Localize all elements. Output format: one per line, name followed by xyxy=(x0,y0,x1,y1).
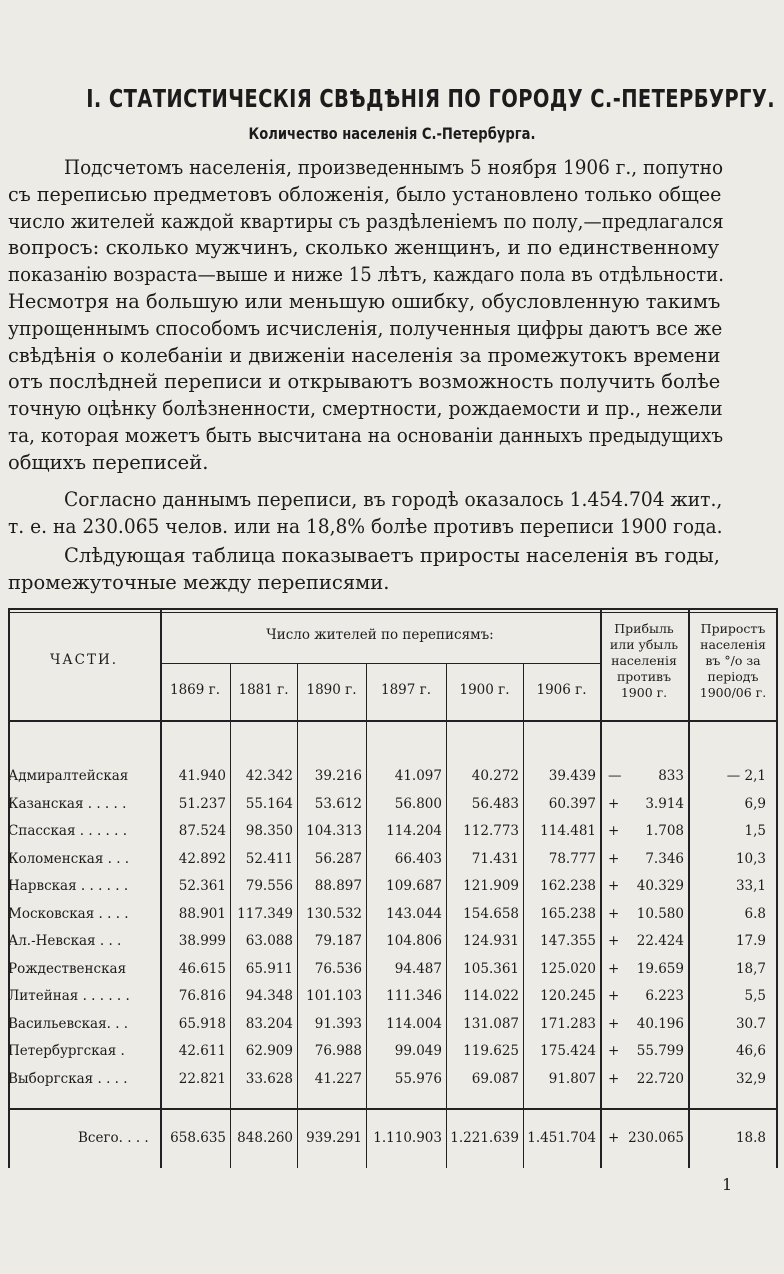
growth-value: 5,5 xyxy=(744,988,766,1004)
growth-value: 6,9 xyxy=(744,795,766,812)
row-value: 1.110.903 xyxy=(373,1130,442,1146)
year-header: 1906 г. xyxy=(536,682,587,698)
gain-sign: + xyxy=(608,988,620,1004)
gain-sign: + xyxy=(608,960,620,977)
row-value: 79.187 xyxy=(314,933,362,949)
growth-value: 32,9 xyxy=(735,1070,766,1087)
row-value: 38.999 xyxy=(178,933,226,949)
gain-value: 833 xyxy=(658,768,684,784)
growth-value: 30.7 xyxy=(735,1015,766,1032)
gain-value: 40.329 xyxy=(636,878,684,894)
row-part-name: Коломенская . . . xyxy=(8,850,130,867)
growth-value: 46,6 xyxy=(735,1043,766,1059)
year-header: 1890 г. xyxy=(306,682,357,698)
row-value: 88.901 xyxy=(178,905,226,922)
year-header: 1900 г. xyxy=(459,682,510,698)
growth-header-line: населенія xyxy=(700,637,766,652)
paragraph-1 xyxy=(8,155,776,477)
gain-sign: + xyxy=(608,1015,620,1032)
row-value: 39.216 xyxy=(314,768,362,784)
row-value: 76.988 xyxy=(314,1043,362,1059)
row-value: 848.260 xyxy=(237,1130,293,1146)
paragraph-1-text xyxy=(8,155,776,477)
table-top-rule-thin xyxy=(8,612,778,613)
gain-value: 40.196 xyxy=(636,1015,684,1032)
growth-value: 18,7 xyxy=(735,960,766,977)
text-line: Согласно даннымъ переписи, въ городѣ оказалось 1.454.704 жит., xyxy=(64,488,723,511)
row-value: 62.909 xyxy=(245,1043,293,1059)
growth-value: 1,5 xyxy=(744,823,766,839)
row-value: 162.238 xyxy=(540,878,596,894)
text-line: та, которая можетъ быть высчитана на основаніи данныхъ предыдущихъ xyxy=(8,423,724,447)
row-value: 63.088 xyxy=(245,933,293,949)
gain-value: 55.799 xyxy=(636,1043,684,1059)
row-part-name: Адмиралтейская xyxy=(8,768,129,784)
section-subheading: Количество населенія С.-Петербурга. xyxy=(248,124,536,143)
row-value: 66.403 xyxy=(394,850,442,867)
gain-value: 7.346 xyxy=(645,850,684,867)
row-part-name: Васильевская. . . xyxy=(8,1015,129,1032)
row-value: 40.272 xyxy=(471,768,519,784)
population-table xyxy=(8,608,778,1168)
row-part-name: Петербургская . xyxy=(8,1043,125,1059)
text-line: свѣдѣнія о колебаніи и движеніи населенія за промежутокъ времени xyxy=(8,343,721,367)
row-part-name: Московская . . . . xyxy=(8,905,129,922)
row-value: 69.087 xyxy=(471,1070,519,1087)
row-value: 91.393 xyxy=(314,1015,362,1032)
row-value: 175.424 xyxy=(540,1043,596,1059)
gain-header-line: противъ xyxy=(616,669,672,684)
row-value: 51.237 xyxy=(178,795,226,812)
row-part-name: Выборгская . . . . xyxy=(8,1070,128,1087)
row-value: 94.487 xyxy=(394,960,442,977)
text-line: вопросъ: сколько мужчинъ, сколько женщинъ, и по единственному xyxy=(8,236,720,260)
table-total-rule xyxy=(8,1108,778,1110)
gain-sign: + xyxy=(608,905,620,922)
table-top-rule xyxy=(8,608,778,610)
text-line: Несмотря на большую или меньшую ошибку, обусловленную такимъ xyxy=(8,289,721,313)
row-part-name: Нарвская . . . . . . xyxy=(8,878,129,894)
row-value: 939.291 xyxy=(306,1130,362,1146)
paragraph-2-text xyxy=(8,487,776,541)
gain-value: 3.914 xyxy=(645,795,684,812)
text-line: съ переписью предметовъ обложенія, было установлено только общее xyxy=(8,182,722,206)
row-value: 94.348 xyxy=(245,988,293,1004)
growth-header-line: Приростъ xyxy=(700,621,766,636)
paragraph-3-text xyxy=(8,543,776,597)
row-value: 33.628 xyxy=(245,1070,293,1087)
row-value: 125.020 xyxy=(540,960,596,977)
gain-sign: + xyxy=(608,850,620,867)
row-value: 39.439 xyxy=(548,768,596,784)
row-value: 52.411 xyxy=(245,850,293,867)
row-value: 658.635 xyxy=(170,1130,226,1146)
growth-value: 10,3 xyxy=(735,850,766,867)
gain-sign: + xyxy=(608,1070,620,1087)
row-value: 105.361 xyxy=(463,960,519,977)
row-value: 114.022 xyxy=(463,988,519,1004)
row-value: 42.611 xyxy=(178,1043,226,1059)
row-value: 22.821 xyxy=(178,1070,226,1087)
growth-value: 33,1 xyxy=(735,878,766,894)
row-value: 79.556 xyxy=(245,878,293,894)
gain-value: 1.708 xyxy=(645,823,684,839)
row-value: 112.773 xyxy=(463,823,519,839)
text-line: промежуточные между переписями. xyxy=(8,570,390,594)
census-header: Число жителей по переписямъ: xyxy=(266,627,494,643)
row-value: 65.911 xyxy=(245,960,293,977)
census-subheader-rule xyxy=(160,663,600,664)
row-part-name: Ал.-Невская . . . xyxy=(8,933,122,949)
year-header: 1881 г. xyxy=(238,682,289,698)
gain-value: 6.223 xyxy=(645,988,684,1004)
row-value: 143.044 xyxy=(386,905,442,922)
row-value: 56.287 xyxy=(314,850,362,867)
gain-sign: + xyxy=(608,1043,620,1059)
gain-value: 22.424 xyxy=(636,933,684,949)
row-value: 121.909 xyxy=(463,878,519,894)
row-value: 124.931 xyxy=(463,933,519,949)
row-value: 56.800 xyxy=(394,795,442,812)
row-value: 147.355 xyxy=(540,933,596,949)
table-header-rule xyxy=(8,720,778,722)
gain-header-line: 1900 г. xyxy=(620,685,668,700)
row-value: 76.536 xyxy=(314,960,362,977)
text-line: число жителей каждой квартиры съ раздѣленіемъ по полу,—предлагался xyxy=(8,209,724,233)
growth-value: 18.8 xyxy=(735,1130,766,1146)
row-value: 87.524 xyxy=(178,823,226,839)
growth-header-line: 1900/06 г. xyxy=(699,685,767,700)
text-line: показанію возраста—выше и ниже 15 лѣтъ, каждаго пола въ отдѣльности. xyxy=(8,263,724,287)
gain-sign: + xyxy=(608,878,620,894)
gain-header-line: населенія xyxy=(611,653,677,668)
row-value: 101.103 xyxy=(306,988,362,1004)
row-value: 165.238 xyxy=(540,905,596,922)
row-part-name: Литейная . . . . . . xyxy=(8,988,130,1004)
row-part-name: Всего. . . . xyxy=(78,1130,149,1146)
growth-header-line: періодъ xyxy=(707,669,759,684)
gain-header-line: или убыль xyxy=(609,637,679,652)
paragraph-2 xyxy=(8,487,776,541)
parts-header: ЧАСТИ. xyxy=(49,652,119,668)
row-value: 46.615 xyxy=(178,960,226,977)
growth-value: 6.8 xyxy=(744,905,766,922)
row-value: 83.204 xyxy=(245,1015,293,1032)
text-line: упрощеннымъ способомъ исчисленія, полученныя цифры даютъ все же xyxy=(8,316,723,340)
row-value: 65.918 xyxy=(178,1015,226,1032)
paragraph-3 xyxy=(8,543,776,597)
row-value: 98.350 xyxy=(245,823,293,839)
year-header: 1869 г. xyxy=(169,682,220,698)
row-value: 41.097 xyxy=(394,768,442,784)
row-part-name: Рождественская xyxy=(8,960,127,977)
row-value: 1.221.639 xyxy=(450,1130,519,1146)
row-value: 55.164 xyxy=(245,795,293,812)
row-value: 41.227 xyxy=(314,1070,362,1087)
row-value: 56.483 xyxy=(471,795,519,812)
row-value: 55.976 xyxy=(394,1070,442,1087)
text-line: Слѣдующая таблица показываетъ приросты населенія въ годы, xyxy=(64,544,721,567)
row-value: 76.816 xyxy=(178,988,226,1004)
row-value: 109.687 xyxy=(386,878,442,894)
row-value: 53.612 xyxy=(314,795,362,812)
row-value: 42.892 xyxy=(178,850,226,867)
row-value: 41.940 xyxy=(178,768,226,784)
page-number: 1 xyxy=(722,1175,733,1194)
row-value: 1.451.704 xyxy=(527,1130,596,1146)
row-value: 111.346 xyxy=(386,988,442,1004)
text-line: общихъ переписей. xyxy=(8,450,209,474)
row-value: 131.087 xyxy=(463,1015,519,1032)
gain-sign: + xyxy=(608,823,620,839)
row-value: 120.245 xyxy=(540,988,596,1004)
text-line: т. е. на 230.065 челов. или на 18,8% болѣе противъ переписи 1900 года. xyxy=(8,514,723,538)
text-line: Подсчетомъ населенія, произведеннымъ 5 ноября 1906 г., попутно xyxy=(64,156,724,179)
gain-value: 22.720 xyxy=(636,1070,684,1087)
gain-value: 230.065 xyxy=(628,1130,684,1146)
row-part-name: Казанская . . . . . xyxy=(8,795,127,812)
row-value: 114.004 xyxy=(386,1015,442,1032)
growth-header-line: въ °/о за xyxy=(705,653,761,668)
row-value: 114.481 xyxy=(540,823,596,839)
gain-sign: + xyxy=(608,933,620,949)
gain-value: 10.580 xyxy=(636,905,684,922)
row-value: 71.431 xyxy=(471,850,519,867)
row-value: 104.806 xyxy=(386,933,442,949)
row-value: 171.283 xyxy=(540,1015,596,1032)
row-value: 119.625 xyxy=(463,1043,519,1059)
chapter-heading: I. СТАТИСТИЧЕСКІЯ СВѢДѢНІЯ ПО ГОРОДУ С.-ПЕТЕРБУРГУ. xyxy=(86,84,776,113)
row-part-name: Спасская . . . . . . xyxy=(8,823,127,839)
row-value: 154.658 xyxy=(463,905,519,922)
gain-sign: + xyxy=(608,795,620,812)
text-line: точную оцѣнку болѣзненности, смертности, рождаемости и пр., нежели xyxy=(8,397,723,421)
text-line: отъ послѣдней переписи и открываютъ возможность получить болѣе xyxy=(8,370,721,394)
row-value: 88.897 xyxy=(314,878,362,894)
row-value: 130.532 xyxy=(306,905,362,922)
row-value: 91.807 xyxy=(548,1070,596,1087)
row-value: 114.204 xyxy=(386,823,442,839)
row-value: 52.361 xyxy=(178,878,226,894)
gain-header-line: Прибыль xyxy=(614,621,674,636)
row-value: 117.349 xyxy=(237,905,293,922)
row-value: 60.397 xyxy=(548,795,596,812)
growth-value: — 2,1 xyxy=(726,768,766,784)
growth-value: 17.9 xyxy=(735,933,766,949)
row-value: 104.313 xyxy=(306,823,362,839)
year-header: 1897 г. xyxy=(380,682,431,698)
row-value: 99.049 xyxy=(394,1043,442,1059)
gain-sign: + xyxy=(608,1130,620,1146)
row-value: 42.342 xyxy=(245,768,293,784)
gain-sign: — xyxy=(608,768,622,784)
row-value: 78.777 xyxy=(548,850,596,867)
gain-value: 19.659 xyxy=(636,960,684,977)
